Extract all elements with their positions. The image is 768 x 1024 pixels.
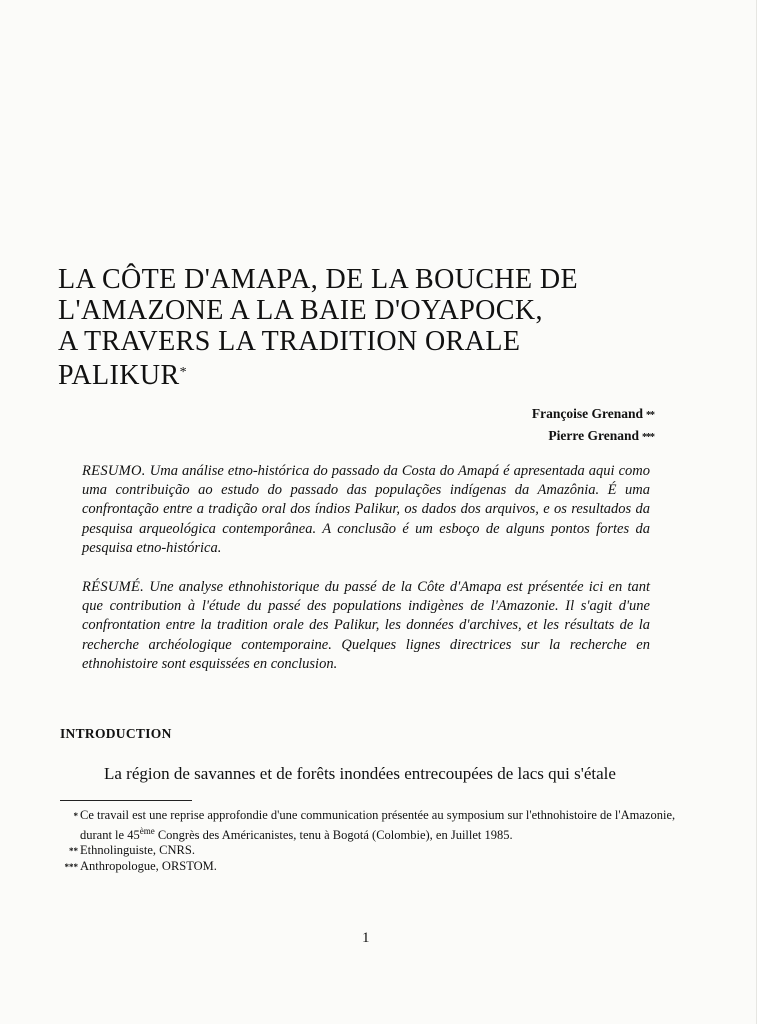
footnote [58,843,678,859]
title-line-text: PALIKUR [58,360,180,391]
title-line: L'AMAZONE A LA BAIE D'OYAPOCK, [58,295,543,326]
article-title [58,264,688,391]
footnote-text: Ethnolinguiste, CNRS. [80,843,195,858]
footnote-text: Ce travail est une reprise approfondie d'une communication présentée au symposium sur l'ethnohistoire de l'Amazonie, durant le 45 [80,808,676,842]
author-footnote-mark: *** [642,432,654,443]
section-heading: INTRODUCTION [60,726,172,741]
author-line [532,426,654,448]
author-name: Françoise Grenand [531,406,643,421]
author-footnote-mark: ** [646,410,654,421]
page-edge [756,0,768,1024]
footnote-separator [60,800,192,801]
abstract-lead: RÉSUMÉ. [82,579,145,595]
page-number: 1 [362,930,370,946]
abstract-text: Uma análise etno-histórica do passado da Costa do Amapá é apresentada aqui como uma contribuição ao estudo do passado das populações indígenas da Amazônia. É uma confrontação entre a tradição oral dos índios Palikur, os dados dos arquivos, e os resultados da pesquisa arqueológica contemporânea. A conclusão é um esboço de alguns pontos fortes da pesquisa etno-histórica. [82,463,650,556]
abstract-text: Une analyse ethnohistorique du passé de la Côte d'Amapa est présentée ici en tant que contribution à l'étude du passé des populations indigènes de l'Amazonie. Il s'agit d'une confrontation entre la tradition orale des Palikur, les données d'archives, et les résultats de la recherche archéologique contemporaine. Quelques lignes directrices sur la recherche en ethnohistoire sont esquissées en conclusion. [82,579,651,672]
footnote-mark: * [73,811,78,821]
author-name: Pierre Grenand [548,428,639,443]
abstract-french [82,578,650,674]
title-footnote-mark: * [179,365,187,380]
author-line [532,404,654,426]
footnote [58,808,678,843]
title-line [58,357,688,391]
title-line: LA CÔTE D'AMAPA, DE LA BOUCHE DE [58,264,579,295]
footnote-superscript: ème [139,825,155,836]
abstract-lead: RESUMO. [82,463,146,479]
footnotes [58,808,678,874]
title-line: A TRAVERS LA TRADITION ORALE [58,326,521,357]
footnote-mark: ** [69,846,78,857]
footnote-mark: *** [64,861,78,872]
footnote [58,859,678,875]
abstract-portuguese [82,462,650,558]
footnote-text: Anthropologue, ORSTOM. [80,858,217,873]
author-block [532,404,654,448]
footnote-text: Congrès des Américanistes, tenu à Bogotá (Colombie), en Juillet 1985. [154,827,513,842]
intro-paragraph: La région de savannes et de forêts inondées entrecoupées de lacs qui s'étale [104,764,616,783]
